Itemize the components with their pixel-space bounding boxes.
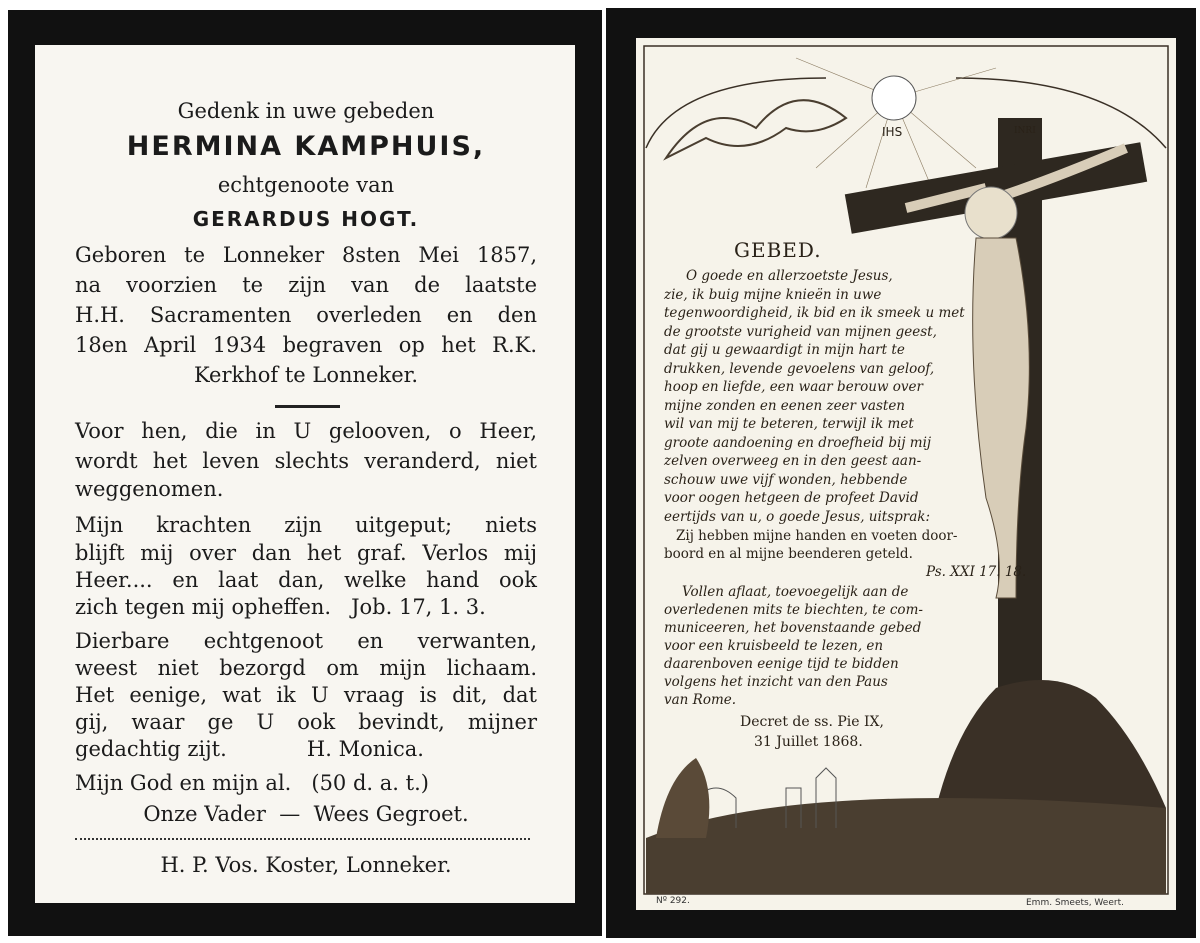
relation: echtgenoote van xyxy=(217,173,395,197)
prayer-line: municeeren, het bovenstaande gebed xyxy=(664,620,922,636)
publisher: Emm. Smeets, Weert. xyxy=(1026,898,1124,908)
verse-line: gij, waar ge U ook bevindt, mijner xyxy=(75,710,537,734)
prayer-line: schouw uwe vijf wonden, hebbende xyxy=(664,471,908,488)
prayer-line: dat gij u gewaardigt in mijn hart te xyxy=(664,342,905,358)
prayer-line: hoop en liefde, een waar berouw over xyxy=(664,379,924,395)
verse-line: Dierbare echtgenoot en verwanten, xyxy=(75,629,537,653)
decree-line: 31 Juillet 1868. xyxy=(754,734,863,750)
spouse-name: GERARDUS HOGT. xyxy=(192,207,420,231)
verse-line: gedachtig zijt. H. Monica. xyxy=(75,737,424,761)
prayer-line: boord en al mijne beenderen geteld. xyxy=(664,546,913,562)
prayer-line: van Rome. xyxy=(664,692,737,708)
prayer-line: tegenwoordigheid, ik bid en ik smeek u met xyxy=(664,305,965,321)
prayer-line: O goede en allerzoetste Jesus, xyxy=(686,268,893,284)
divider xyxy=(275,405,340,408)
deceased-name: HERMINA KAMPHUIS, xyxy=(126,131,486,162)
bio-line: Kerkhof te Lonneker. xyxy=(193,363,419,387)
verse-line: Voor hen, die in U gelooven, o Heer, xyxy=(75,419,537,443)
card-number: Nº 292. xyxy=(656,896,690,906)
verse-line: wordt het leven slechts veranderd, niet xyxy=(75,449,537,473)
prayer-line: Zij hebben mijne handen en voeten door- xyxy=(676,528,958,544)
prayer-line: mijne zonden en eenen zeer vasten xyxy=(664,397,906,414)
verse-line: weest niet bezorgd om mijn lichaam. xyxy=(75,656,537,680)
verse-line: Heer.... en laat dan, welke hand ook xyxy=(75,568,537,592)
dotted-divider xyxy=(75,838,530,840)
printer: H. P. Vos. Koster, Lonneker. xyxy=(160,853,452,877)
right-card-paper xyxy=(636,38,1176,910)
ihs-monogram: IHS xyxy=(882,125,903,139)
left-card xyxy=(8,10,602,936)
prayer-line: Vollen aflaat, toevoegelijk aan de xyxy=(682,584,909,600)
prayer-title: GEBED. xyxy=(734,238,822,262)
prayer-line: eertijds van u, o goede Jesus, uitsprak: xyxy=(664,508,931,525)
prayer-line: voor een kruisbeeld te lezen, en xyxy=(664,638,884,654)
inri-plaque: INRI xyxy=(1014,126,1036,136)
bio-line: na voorzien te zijn van de laatste xyxy=(75,273,537,297)
heading: Gedenk in uwe gebeden xyxy=(177,99,435,123)
prayer-line: groote aandoening en droefheid bij mij xyxy=(664,434,932,451)
verse-line: zich tegen mij opheffen. Job. 17, 1. 3. xyxy=(75,595,486,619)
prayer-line: overledenen mits te biechten, te com- xyxy=(664,602,923,618)
psalm-reference: Ps. XXI 17. 18. xyxy=(926,564,1027,580)
decree-line: Decret de ss. Pie IX, xyxy=(740,714,884,730)
prayer-line: wil van mij te beteren, terwijl ik met xyxy=(664,416,914,432)
indulgence: Mijn God en mijn al. (50 d. a. t.) xyxy=(75,771,429,795)
prayer-line: zie, ik buig mijne knieën in uwe xyxy=(664,286,882,303)
prayer-line: volgens het inzicht van den Paus xyxy=(664,674,888,690)
verse-line: Het eenige, wat ik U vraag is dit, dat xyxy=(75,683,537,707)
prayer-line: voor oogen hetgeen de profeet David xyxy=(664,490,919,506)
right-card xyxy=(606,8,1196,938)
prayer-line: zelven overweeg en in den geest aan- xyxy=(664,453,922,469)
prayers: Onze Vader — Wees Gegroet. xyxy=(143,802,469,826)
prayer-line: de grootste vurigheid van mijnen geest, xyxy=(664,323,937,340)
verse-line: Mijn krachten zijn uitgeput; niets xyxy=(75,513,537,537)
bio-line: Geboren te Lonneker 8sten Mei 1857, xyxy=(75,243,537,267)
prayer-line: daarenboven eenige tijd te bidden xyxy=(664,656,899,672)
bio-line: H.H. Sacramenten overleden en den xyxy=(75,303,537,327)
verse-line: blijft mij over dan het graf. Verlos mij xyxy=(75,541,537,565)
left-card-paper xyxy=(35,45,575,903)
prayer-line: drukken, levende gevoelens van geloof, xyxy=(664,360,935,377)
bio-line: 18en April 1934 begraven op het R.K. xyxy=(75,333,537,357)
verse-line: weggenomen. xyxy=(75,477,224,501)
